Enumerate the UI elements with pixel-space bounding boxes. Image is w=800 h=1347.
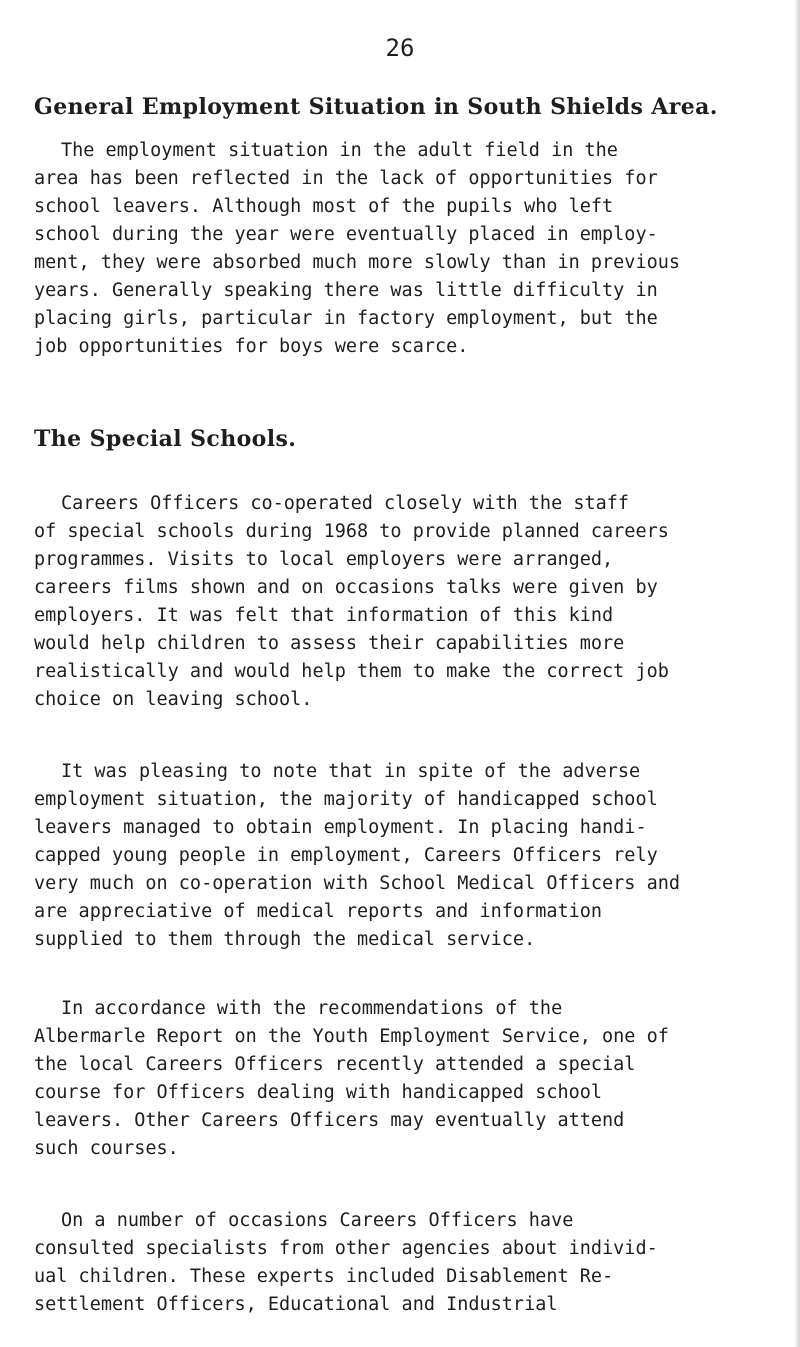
text-line: very much on co-operation with School Medical Officers and — [34, 873, 681, 894]
text-line: capped young people in employment, Careers Officers rely — [34, 845, 658, 866]
text-line: consulted specialists from other agencies about individ- — [34, 1238, 658, 1259]
text-line: careers films shown and on occasions talks were given by — [34, 577, 658, 598]
text-line: of special schools during 1968 to provide planned careers — [34, 521, 669, 542]
paragraph-handicapped-leavers — [34, 758, 784, 954]
text-line: employers. It was felt that information of this kind — [34, 605, 614, 626]
text-line: The employment situation in the adult field in the — [61, 140, 618, 161]
paragraph-albermarle-report — [34, 995, 784, 1163]
text-line: would help children to assess their capabilities more — [34, 633, 625, 654]
text-line: On a number of occasions Careers Officers have — [61, 1210, 574, 1231]
text-line: leavers. Other Careers Officers may eventually attend — [34, 1110, 625, 1131]
paragraph-employment-situation — [34, 137, 784, 361]
text-line: school during the year were eventually placed in employ- — [34, 224, 658, 245]
section-heading-general-employment: General Employment Situation in South Shields Area. — [34, 94, 718, 120]
text-line: job opportunities for boys were scarce. — [34, 336, 469, 357]
text-line: It was pleasing to note that in spite of the adverse — [61, 761, 641, 782]
text-line: employment situation, the majority of handicapped school — [34, 789, 658, 810]
page-number: 26 — [385, 34, 415, 62]
text-line: ual children. These experts included Disablement Re- — [34, 1266, 614, 1287]
text-line: In accordance with the recommendations of the — [61, 998, 563, 1019]
page-edge-shadow — [794, 0, 800, 1347]
text-line: ment, they were absorbed much more slowly than in previous — [34, 252, 681, 273]
text-line: course for Officers dealing with handicapped school — [34, 1082, 603, 1103]
text-line: school leavers. Although most of the pupils who left — [34, 196, 614, 217]
text-line: such courses. — [34, 1138, 179, 1159]
text-line: realistically and would help them to make the correct job — [34, 661, 669, 682]
paragraph-specialists — [34, 1207, 784, 1319]
text-line: programmes. Visits to local employers were arranged, — [34, 549, 614, 570]
text-line: Careers Officers co-operated closely with the staff — [61, 493, 630, 514]
text-line: years. Generally speaking there was little difficulty in — [34, 280, 658, 301]
text-line: area has been reflected in the lack of opportunities for — [34, 168, 658, 189]
text-line: Albermarle Report on the Youth Employment Service, one of — [34, 1026, 669, 1047]
text-line: the local Careers Officers recently attended a special — [34, 1054, 636, 1075]
text-line: leavers managed to obtain employment. In placing handi- — [34, 817, 647, 838]
section-heading-special-schools: The Special Schools. — [34, 426, 297, 452]
text-line: supplied to them through the medical service. — [34, 929, 536, 950]
text-line: are appreciative of medical reports and information — [34, 901, 603, 922]
text-line: placing girls, particular in factory employment, but the — [34, 308, 658, 329]
paragraph-careers-programmes — [34, 490, 784, 714]
text-line: settlement Officers, Educational and Industrial — [34, 1294, 558, 1315]
text-line: choice on leaving school. — [34, 689, 313, 710]
